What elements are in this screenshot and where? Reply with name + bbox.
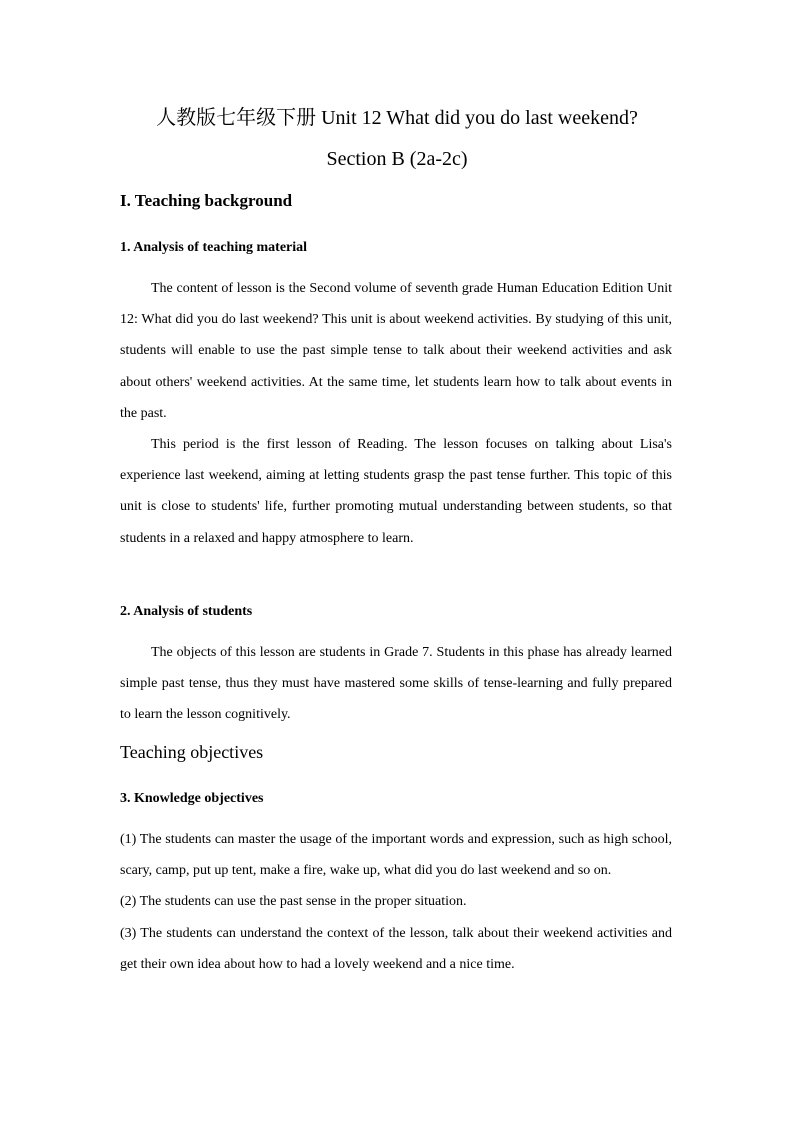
list-item: (3) The students can understand the context of the lesson, talk about their weekend activities and get their own idea about how to had a lovely weekend and a nice time. xyxy=(120,925,672,972)
paragraph-teaching-material-2: This period is the first lesson of Reading. The lesson focuses on talking about Lisa's experience last weekend, aiming at letting students grasp the past tense further. This topic of this unit is close to students' life, further promoting mutual understanding between students, so that students in a relaxed and happy atmosphere to learn. xyxy=(120,437,672,546)
document-title: 人教版七年级下册 Unit 12 What did you do last weekend? xyxy=(156,107,638,129)
document-subtitle: Section B (2a-2c) xyxy=(326,148,468,170)
list-item: (2) The students can use the past sense in the proper situation. xyxy=(120,894,467,910)
paragraph-analysis-of-students: The objects of this lesson are students in Grade 7. Students in this phase has already learned simple past tense, thus they must have mastered some skills of tense-learning and fully prepared to learn the lesson cognitively. xyxy=(120,645,672,723)
section-heading-teaching-objectives: Teaching objectives xyxy=(120,742,264,762)
section-heading-teaching-background: I. Teaching background xyxy=(120,191,293,210)
subheading-analysis-of-teaching-material: 1. Analysis of teaching material xyxy=(120,240,308,255)
subheading-analysis-of-students: 2. Analysis of students xyxy=(120,604,253,619)
knowledge-objectives-list xyxy=(120,824,672,980)
list-item: (1) The students can master the usage of the important words and expression, such as high school, scary, camp, put up tent, make a fire, wake up, what did you do last weekend and so on. xyxy=(120,832,672,879)
paragraph-teaching-material-1: The content of lesson is the Second volume of seventh grade Human Education Edition Unit 12: What did you do last weekend? This unit is about weekend activities. By studying of this unit, students will enable to use the past simple tense to talk about their weekend activities and ask about others' weekend activities. At the same time, let students learn how to talk about events in the past. xyxy=(120,281,672,421)
subheading-knowledge-objectives: 3. Knowledge objectives xyxy=(120,791,264,806)
